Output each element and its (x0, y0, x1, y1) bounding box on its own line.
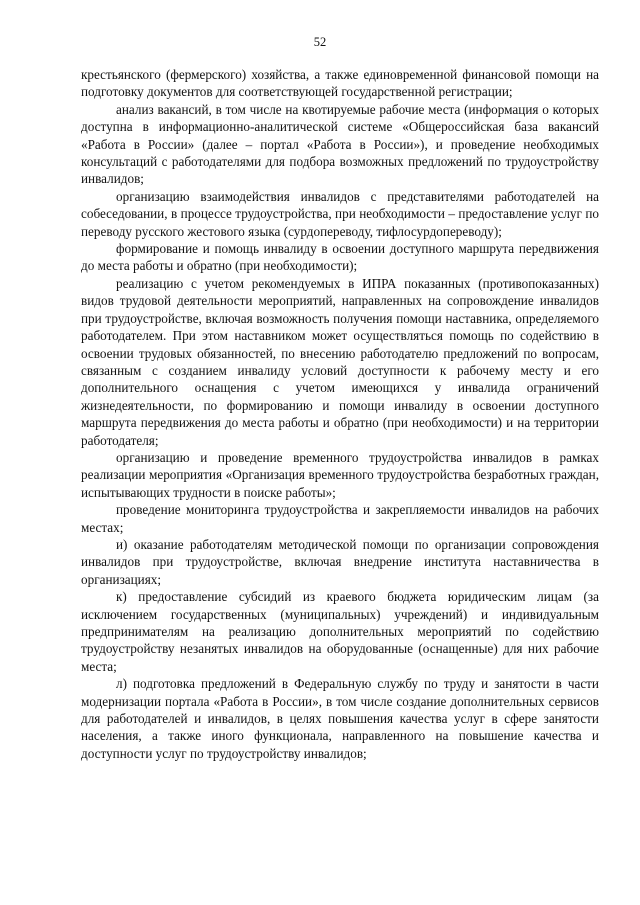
paragraph-item-l: л) подготовка предложений в Федеральную службу по труду и занятости в части модернизации портала «Работа в России», в том числе создание дополнительных сервисов для работодателей и инвалидов, в целях повышения качества услуг в сфере занятости населения, а также иного функционала, направленного на повышение качества и доступности услуг по трудоустройству инвалидов; (81, 676, 599, 761)
document-body (81, 66, 599, 762)
paragraph-route-assistance: формирование и помощь инвалиду в освоении доступного маршрута передвижения до места работы и обратно (при необходимости); (81, 241, 599, 274)
paragraph-vacancy-analysis: анализ вакансий, в том числе на квотируемые рабочие места (информация о которых доступна в информационно-аналитической системе «Общероссийская база вакансий «Работа в России» (далее – портал «Работа в России»), и проведение необходимых консультаций с работодателями для подбора возможных предложений по трудоустройству инвалидов; (81, 101, 599, 187)
paragraph-item-i: и) оказание работодателям методической помощи по организации сопровождения инвалидов при трудоустройстве, включая внедрение института наставничества в организациях; (81, 536, 599, 587)
paragraph-mentor-support: реализацию с учетом рекомендуемых в ИПРА показанных (противопоказанных) видов трудовой деятельности мероприятий, направленных на сопровождение инвалидов при трудоустройстве, включая возможность получения помощи наставника, определяемого работодателем. При этом наставником может осуществляться помощь по содействию в освоении трудовых обязанностей, по внесению работодателю предложений по вопросам, связанным с созданием инвалиду условий доступности к рабочему месту и его дополнительного оснащения с учетом имеющихся у инвалида ограничений жизнедеятельности, по формированию и помощи инвалиду в освоении доступного маршрута передвижения до места работы и обратно (при необходимости) и на территории работодателя; (81, 275, 599, 448)
paragraph-item-k: к) предоставление субсидий из краевого бюджета юридическим лицам (за исключением государственных (муниципальных) учреждений) и индивидуальным предпринимателям на реализацию дополнительных мероприятий по содействию трудоустройству незанятых инвалидов на оборудованные (оснащенные) для них рабочие места; (81, 589, 599, 674)
page-number: 52 (313, 35, 327, 49)
paragraph-employer-interaction: организацию взаимодействия инвалидов с представителями работодателей на собеседовании, в процессе трудоустройства, при необходимости – предоставление услуг по переводу русского жестового языка (сурдопереводу, тифлосурдопереводу); (81, 188, 599, 239)
paragraph-temporary-employment: организацию и проведение временного трудоустройства инвалидов в рамках реализации мероприятия «Организация временного трудоустройства безработных граждан, испытывающих трудности в поиске работы»; (81, 449, 599, 500)
paragraph-continuation: крестьянского (фермерского) хозяйства, а также единовременной финансовой помощи на подготовку документов для соответствующей государственной регистрации; (81, 67, 599, 100)
paragraph-monitoring: проведение мониторинга трудоустройства и закрепляемости инвалидов на рабочих местах; (81, 502, 599, 535)
